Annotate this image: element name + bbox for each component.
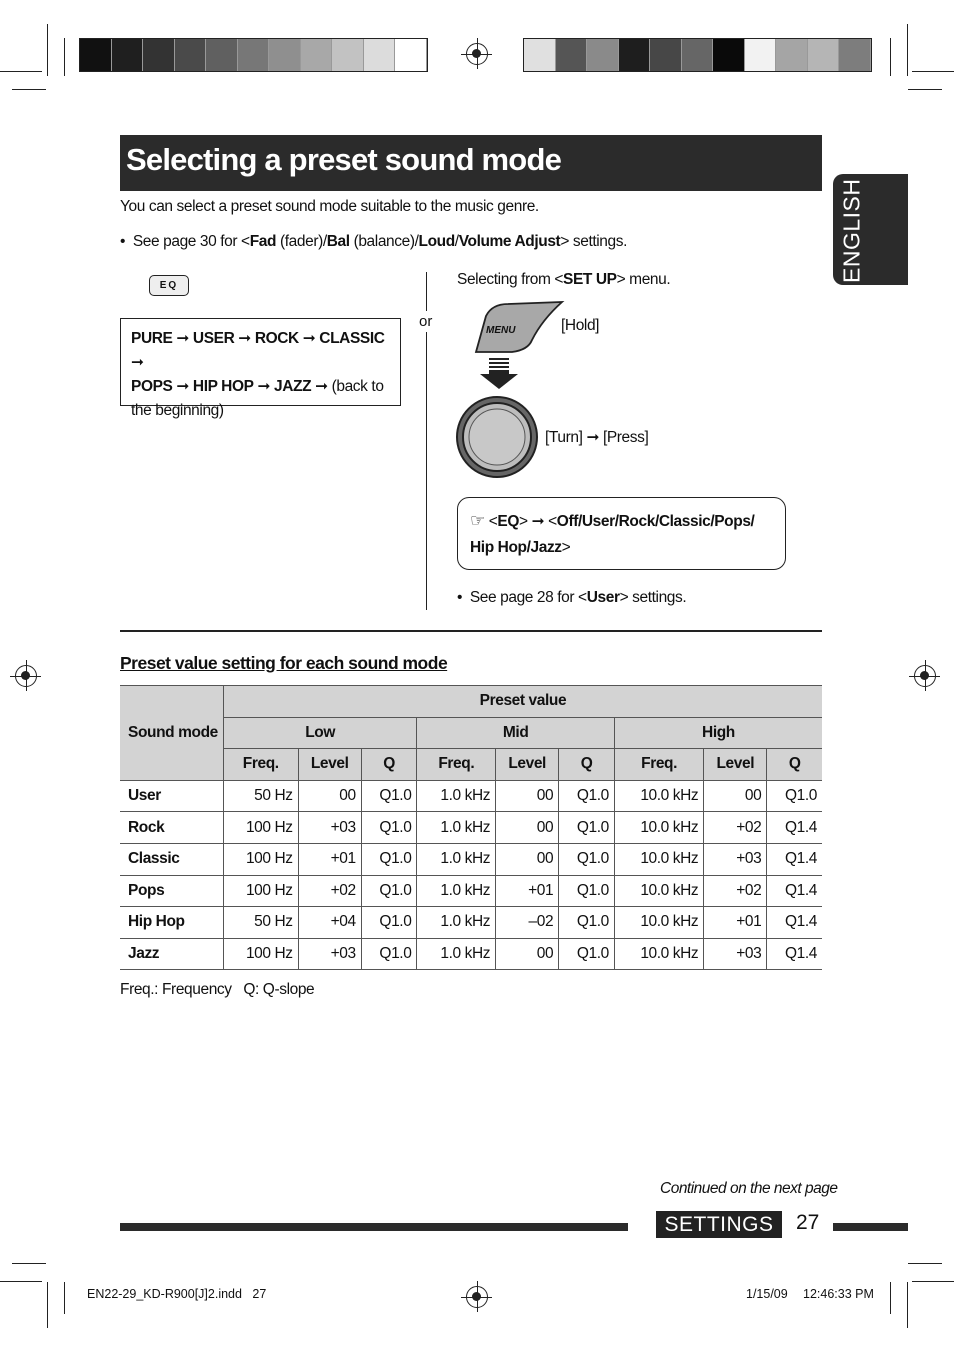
table-cell: +03 xyxy=(704,843,767,875)
color-swatch xyxy=(332,39,364,71)
preset-value-header: Preset value xyxy=(223,686,822,718)
color-swatch xyxy=(556,39,588,71)
table-cell: Q1.0 xyxy=(559,843,615,875)
setup-heading xyxy=(457,271,670,289)
menu-key-label: MENU xyxy=(486,325,516,336)
color-swatch xyxy=(238,39,270,71)
sound-mode-name: Classic xyxy=(120,843,223,875)
crop-mark xyxy=(64,38,65,76)
table-cell: 10.0 kHz xyxy=(614,843,703,875)
down-arrow-icon xyxy=(478,358,520,390)
table-cell: +02 xyxy=(704,875,767,907)
table-cell: +04 xyxy=(298,907,361,939)
band-header: High xyxy=(614,717,822,749)
crop-mark xyxy=(890,1282,891,1314)
table-cell: +03 xyxy=(298,938,361,970)
section-label: SETTINGS xyxy=(656,1211,782,1238)
crop-mark xyxy=(47,1282,48,1328)
bracket: < xyxy=(488,513,498,530)
table-cell: +03 xyxy=(704,938,767,970)
page-title: Selecting a preset sound mode xyxy=(126,142,562,177)
fader-note xyxy=(120,233,627,251)
sub-header: Level xyxy=(704,749,767,781)
color-swatch xyxy=(587,39,619,71)
bullet: • xyxy=(120,233,133,250)
table-cell: Q1.4 xyxy=(767,843,822,875)
sub-header: Freq. xyxy=(614,749,703,781)
footer-rule xyxy=(120,1223,628,1231)
mode-jazz: JAZZ xyxy=(274,378,312,395)
eq-option-label: EQ xyxy=(497,513,520,530)
color-bar-left xyxy=(79,38,428,72)
table-row xyxy=(120,812,822,844)
intro-text: You can select a preset sound mode suitable to the music genre. xyxy=(120,198,539,215)
slug-time: 12:46:33 PM xyxy=(803,1287,874,1301)
turn-press-label xyxy=(545,428,648,447)
crop-mark xyxy=(12,89,46,90)
page-number: 27 xyxy=(796,1211,820,1234)
crop-mark xyxy=(47,24,48,76)
slug-date: 1/15/09 xyxy=(746,1287,788,1301)
table-row xyxy=(120,843,822,875)
color-swatch xyxy=(206,39,238,71)
band-header: Mid xyxy=(417,717,614,749)
setup-text: Selecting from < xyxy=(457,271,564,288)
table-row xyxy=(120,875,822,907)
sub-header: Freq. xyxy=(223,749,298,781)
sub-header: Level xyxy=(496,749,559,781)
table-cell: 100 Hz xyxy=(223,875,298,907)
table-cell: 10.0 kHz xyxy=(614,875,703,907)
table-cell: 1.0 kHz xyxy=(417,907,496,939)
table-cell: Q1.0 xyxy=(559,938,615,970)
turn-hand-icon: ☞ xyxy=(470,511,485,530)
crop-mark xyxy=(908,89,942,90)
footer-rule xyxy=(833,1223,908,1231)
language-tab-label: ENGLISH xyxy=(838,178,865,284)
table-cell: +02 xyxy=(704,812,767,844)
table-cell: 100 Hz xyxy=(223,938,298,970)
table-cell: +01 xyxy=(496,875,559,907)
bullet: • xyxy=(457,589,470,606)
color-swatch xyxy=(301,39,333,71)
table-cell: Q1.0 xyxy=(559,907,615,939)
table-cell: 00 xyxy=(496,938,559,970)
table-cell: Q1.0 xyxy=(361,875,417,907)
sub-header: Freq. xyxy=(417,749,496,781)
section-heading: Preset value setting for each sound mode xyxy=(120,653,448,673)
color-swatch xyxy=(112,39,144,71)
table-cell: Q1.0 xyxy=(361,843,417,875)
table-legend: Freq.: Frequency Q: Q-slope xyxy=(120,981,315,998)
sub-header: Q xyxy=(767,749,822,781)
sound-mode-name: Jazz xyxy=(120,938,223,970)
crop-mark xyxy=(912,1281,954,1282)
setup-menu-name: SET UP xyxy=(563,271,617,288)
note-text: > settings. xyxy=(560,233,627,250)
note-text: See page 28 for < xyxy=(469,589,587,606)
registration-mark-icon xyxy=(466,1286,488,1308)
table-cell: 1.0 kHz xyxy=(417,875,496,907)
sound-mode-name: Rock xyxy=(120,812,223,844)
crop-mark xyxy=(908,1263,942,1264)
table-cell: 10.0 kHz xyxy=(614,780,703,812)
eq-options-values: Hip Hop/Jazz xyxy=(470,539,562,556)
note-text: (fader)/ xyxy=(276,233,327,250)
mode-rock: ROCK xyxy=(254,330,299,347)
sequence-back-note: (back to the beginning) xyxy=(131,378,384,419)
color-swatch xyxy=(713,39,745,71)
table-cell: Q1.0 xyxy=(361,938,417,970)
color-swatch xyxy=(395,39,427,71)
section-divider xyxy=(120,630,822,632)
bracket: > xyxy=(519,513,528,530)
registration-mark-icon xyxy=(466,43,488,65)
crop-mark xyxy=(890,38,891,76)
arrow-right-icon: ➞ xyxy=(315,378,328,395)
arrow-right-icon: ➞ xyxy=(302,330,316,347)
turn-label: [Turn] xyxy=(545,429,583,446)
crop-mark xyxy=(64,1282,65,1314)
color-swatch xyxy=(175,39,207,71)
bracket: < xyxy=(548,513,557,530)
arrow-right-icon: ➞ xyxy=(131,354,144,371)
table-cell: Q1.0 xyxy=(361,780,417,812)
color-swatch xyxy=(776,39,808,71)
table-cell: Q1.4 xyxy=(767,938,822,970)
color-swatch xyxy=(143,39,175,71)
note-term: Bal xyxy=(326,233,350,250)
control-dial-icon xyxy=(455,395,539,479)
crop-mark xyxy=(0,71,42,72)
color-swatch xyxy=(524,39,556,71)
color-swatch xyxy=(619,39,651,71)
crop-mark xyxy=(0,1281,42,1282)
arrow-right-icon: ➞ xyxy=(238,330,251,347)
eq-option-box xyxy=(457,497,786,570)
table-cell: 50 Hz xyxy=(223,907,298,939)
sub-header: Q xyxy=(559,749,615,781)
table-row xyxy=(120,907,822,939)
table-cell: 10.0 kHz xyxy=(614,938,703,970)
table-cell: Q1.0 xyxy=(361,812,417,844)
note-text: / xyxy=(454,233,459,250)
crop-mark xyxy=(12,1263,46,1264)
color-swatch xyxy=(839,39,871,71)
note-text: > settings. xyxy=(619,589,687,606)
table-cell: Q1.4 xyxy=(767,907,822,939)
note-term: Fad xyxy=(249,233,277,250)
table-row xyxy=(120,780,822,812)
table-cell: 50 Hz xyxy=(223,780,298,812)
table-cell: 10.0 kHz xyxy=(614,812,703,844)
table-cell: 100 Hz xyxy=(223,812,298,844)
arrow-right-icon: ➞ xyxy=(176,378,189,395)
color-swatch xyxy=(269,39,301,71)
color-swatch xyxy=(745,39,777,71)
or-label: or xyxy=(419,313,433,330)
press-label: [Press] xyxy=(602,429,649,446)
table-cell: 1.0 kHz xyxy=(417,812,496,844)
table-cell: Q1.0 xyxy=(559,780,615,812)
color-swatch xyxy=(682,39,714,71)
table-cell: 00 xyxy=(496,812,559,844)
mode-hiphop: HIP HOP xyxy=(192,378,254,395)
table-cell: Q1.4 xyxy=(767,875,822,907)
slug-filename: EN22-29_KD-R900[J]2.indd 27 xyxy=(87,1287,267,1301)
table-cell: 10.0 kHz xyxy=(614,907,703,939)
table-row xyxy=(120,938,822,970)
mode-classic: CLASSIC xyxy=(319,330,385,347)
table-cell: +01 xyxy=(298,843,361,875)
registration-mark-icon xyxy=(914,665,936,687)
table-cell: 1.0 kHz xyxy=(417,780,496,812)
crop-mark xyxy=(907,1282,908,1328)
table-cell: +01 xyxy=(704,907,767,939)
eq-options-values: Off/User/Rock/Classic/Pops/ xyxy=(556,513,755,530)
sub-header: Level xyxy=(298,749,361,781)
sound-mode-name: Hip Hop xyxy=(120,907,223,939)
arrow-right-icon: ➞ xyxy=(257,378,271,395)
sound-mode-sequence xyxy=(120,318,401,419)
table-cell: Q1.0 xyxy=(361,907,417,939)
table-cell: Q1.0 xyxy=(559,875,615,907)
table-cell: 00 xyxy=(298,780,361,812)
mode-user: USER xyxy=(192,330,235,347)
bracket: > xyxy=(561,539,571,556)
table-cell: Q1.0 xyxy=(559,812,615,844)
table-cell: 00 xyxy=(496,843,559,875)
note-term: User xyxy=(586,589,620,606)
arrow-right-icon: ➞ xyxy=(586,429,600,446)
sound-mode-name: Pops xyxy=(120,875,223,907)
crop-mark xyxy=(912,71,954,72)
table-cell: –02 xyxy=(496,907,559,939)
preset-value-table xyxy=(120,685,822,970)
mode-pure: PURE xyxy=(131,330,173,347)
hold-label: [Hold] xyxy=(561,317,600,334)
note-text: (balance)/ xyxy=(349,233,419,250)
table-cell: +02 xyxy=(298,875,361,907)
eq-button-icon: EQ xyxy=(149,275,189,296)
table-cell: 1.0 kHz xyxy=(417,938,496,970)
sound-mode-header: Sound mode xyxy=(120,686,223,781)
menu-button-icon xyxy=(472,300,567,358)
color-swatch xyxy=(364,39,396,71)
color-swatch xyxy=(650,39,682,71)
mode-pops: POPS xyxy=(131,378,173,395)
table-cell: Q1.0 xyxy=(767,780,822,812)
table-cell: 1.0 kHz xyxy=(417,843,496,875)
table-cell: Q1.4 xyxy=(767,812,822,844)
table-cell: 00 xyxy=(704,780,767,812)
note-term: Loud xyxy=(418,233,455,250)
user-note xyxy=(457,589,686,607)
table-cell: +03 xyxy=(298,812,361,844)
press-arrow-icon: ➞ xyxy=(531,513,545,530)
note-text: See page 30 for < xyxy=(132,233,250,250)
sound-mode-name: User xyxy=(120,780,223,812)
color-bar-right xyxy=(523,38,872,72)
color-swatch xyxy=(80,39,112,71)
continued-note: Continued on the next page xyxy=(660,1180,838,1197)
setup-text: > menu. xyxy=(616,271,671,288)
table-cell: 100 Hz xyxy=(223,843,298,875)
color-swatch xyxy=(808,39,840,71)
table-cell: 00 xyxy=(496,780,559,812)
registration-mark-icon xyxy=(15,665,37,687)
note-term: Volume Adjust xyxy=(458,233,561,250)
arrow-right-icon: ➞ xyxy=(176,330,189,347)
sub-header: Q xyxy=(361,749,417,781)
band-header: Low xyxy=(223,717,417,749)
crop-mark xyxy=(907,24,908,76)
